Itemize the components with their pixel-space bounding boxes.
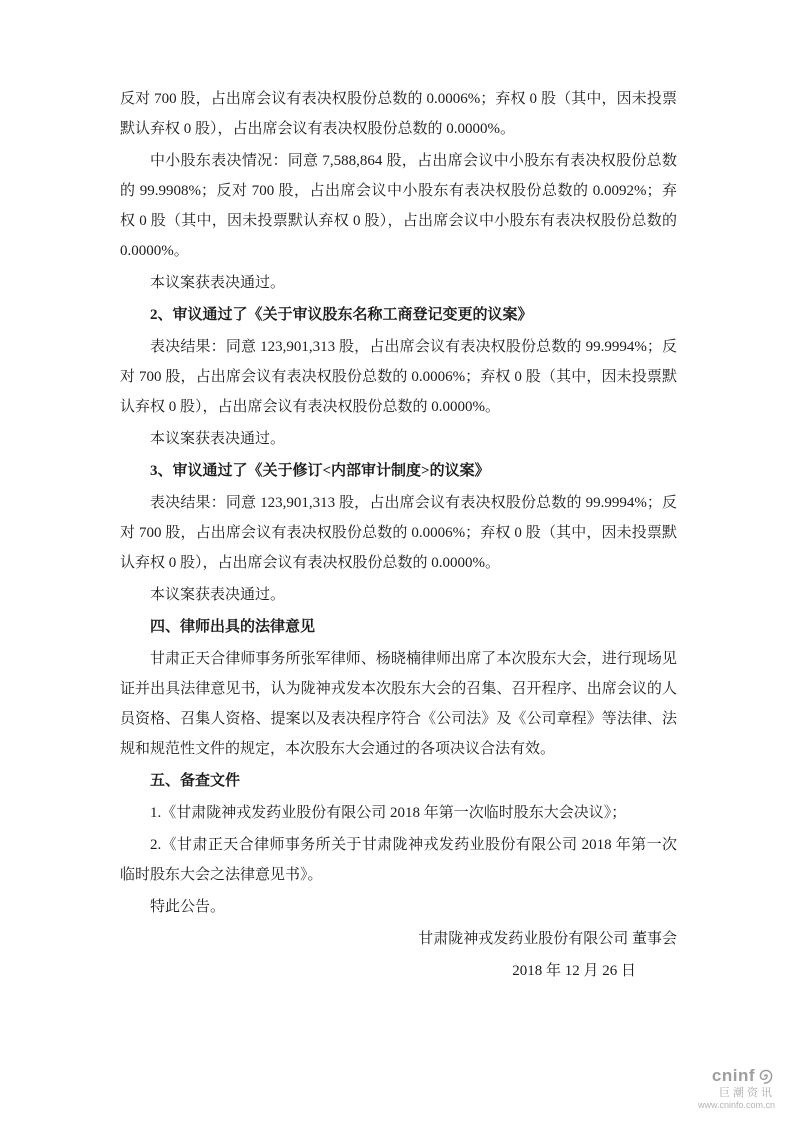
paragraph-resolution-passed-1: 本议案获表决通过。 xyxy=(150,275,286,291)
paragraph-reference-document-2: 2.《甘肃正天合律师事务所关于甘肃陇神戎发药业股份有限公司 2018 年第一次临时股东大会之法律意见书》。 xyxy=(120,837,677,883)
cninfo-brand-row xyxy=(698,1066,775,1086)
cninfo-watermark xyxy=(698,1066,775,1110)
paragraph-legal-opinion: 甘肃正天合律师事务所张军律师、杨晓楠律师出席了本次股东大会，进行现场见证并出具法律意见书，认为陇神戎发本次股东大会的召集、召开程序、出席会议的人员资格、召集人资格、提案以及表决程序符合《公司法》及《公司章程》等法律、法规和规范性文件的规定，本次股东大会通过的各项决议合法有效。 xyxy=(120,651,677,757)
paragraph-resolution-passed-2: 本议案获表决通过。 xyxy=(150,431,286,447)
paragraph-vote-result-3: 表决结果：同意 123,901,313 股，占出席会议有表决权股份总数的 99.9994%；反对 700 股，占出席会议有表决权股份总数的 0.0006%；弃权 0 股（其中，因未投票默认弃权 0 股），占出席会议有表决权股份总数的 0.0000%。 xyxy=(120,495,677,571)
signature-date: 2018 年 12 月 26 日 xyxy=(512,963,636,979)
paragraph-resolution-passed-3: 本议案获表决通过。 xyxy=(150,587,286,603)
cninfo-swirl-icon xyxy=(757,1067,775,1085)
paragraph-minority-shareholder-votes: 中小股东表决情况：同意 7,588,864 股，占出席会议中小股东有表决权股份总数的 99.9908%；反对 700 股，占出席会议中小股东有表决权股份总数的 0.0092%；弃权 0 股（其中，因未投票默认弃权 0 股），占出席会议中小股东有表决权股份总数的 0.0000%。 xyxy=(120,153,677,259)
signature-company-board: 甘肃陇神戎发药业股份有限公司 董事会 xyxy=(418,931,677,947)
cninfo-site-name: 巨潮资讯 xyxy=(719,1087,775,1100)
cninfo-brand-text: cninf xyxy=(711,1066,755,1086)
paragraph-vote-result-continuation: 反对 700 股，占出席会议有表决权股份总数的 0.0006%；弃权 0 股（其中，因未投票默认弃权 0 股），占出席会议有表决权股份总数的 0.0000%。 xyxy=(120,91,677,137)
paragraph-announcement-closing: 特此公告。 xyxy=(150,899,226,915)
paragraph-vote-result-2: 表决结果：同意 123,901,313 股，占出席会议有表决权股份总数的 99.9994%；反对 700 股，占出席会议有表决权股份总数的 0.0006%；弃权 0 股（其中，因未投票默认弃权 0 股），占出席会议有表决权股份总数的 0.0000%。 xyxy=(120,339,677,415)
heading-section-5-reference-documents: 五、备查文件 xyxy=(150,773,241,789)
heading-section-4-legal-opinion: 四、律师出具的法律意见 xyxy=(150,619,316,635)
heading-proposal-2: 2、审议通过了《关于审议股东名称工商登记变更的议案》 xyxy=(150,307,533,323)
heading-proposal-3: 3、审议通过了《关于修订<内部审计制度>的议案》 xyxy=(150,463,490,479)
paragraph-reference-document-1: 1.《甘肃陇神戎发药业股份有限公司 2018 年第一次临时股东大会决议》； xyxy=(150,805,627,821)
document-content xyxy=(120,84,677,988)
cninfo-site-url: www.cninfo.com.cn xyxy=(697,1099,775,1110)
